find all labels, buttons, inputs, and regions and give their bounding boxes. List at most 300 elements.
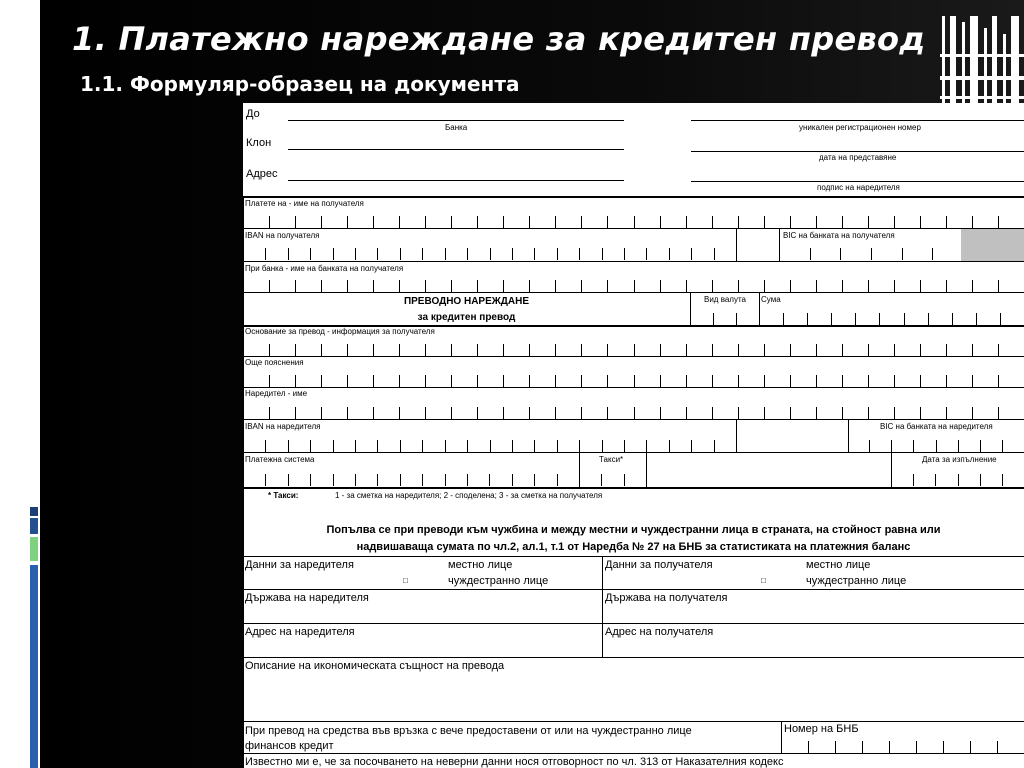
payer-address-label[interactable]: Адрес на наредителя xyxy=(245,626,355,638)
grid-cell-divider xyxy=(764,375,765,387)
grid-cell-divider xyxy=(831,313,832,325)
grid-cell-divider xyxy=(333,440,334,452)
grid-cell-divider xyxy=(946,375,947,387)
payee-iban-label: IBAN на получателя xyxy=(245,231,320,240)
bank-line[interactable] xyxy=(288,120,624,121)
grid-cell-divider xyxy=(952,313,953,325)
order-title-line1: ПРЕВОДНО НАРЕЖДАНЕ xyxy=(403,296,530,307)
grid-cell-divider xyxy=(946,216,947,228)
grid-cell-divider xyxy=(373,280,374,292)
payer-country-label[interactable]: Държава на наредителя xyxy=(245,592,369,604)
grid-cell-divider xyxy=(477,280,478,292)
grid-cell-divider xyxy=(764,344,765,356)
grid-cell-divider xyxy=(871,248,872,260)
grid-cell-divider xyxy=(579,248,580,260)
grid-cell-divider xyxy=(970,741,971,753)
grid-cell-divider xyxy=(972,280,973,292)
grid-cell-divider xyxy=(422,474,423,486)
grid-cell-divider xyxy=(790,375,791,387)
grid-cell-divider xyxy=(624,248,625,260)
grid-cell-divider xyxy=(738,344,739,356)
grid-cell-divider xyxy=(686,280,687,292)
grid-cell-divider xyxy=(581,280,582,292)
grid-cell-divider xyxy=(555,407,556,419)
grid-cell-divider xyxy=(816,407,817,419)
grid-cell-divider xyxy=(295,216,296,228)
address-line[interactable] xyxy=(288,180,624,181)
grid-cell-divider xyxy=(624,440,625,452)
grid-cell-divider xyxy=(1002,440,1003,452)
grid-cell-divider xyxy=(816,375,817,387)
amount-grid[interactable] xyxy=(759,306,1024,325)
grid-cell-divider xyxy=(347,280,348,292)
grid-cell-divider xyxy=(477,375,478,387)
grid-cell-divider xyxy=(972,216,973,228)
row-line xyxy=(243,657,1024,658)
grid-cell-divider xyxy=(889,741,890,753)
grid-cell-divider xyxy=(736,313,737,325)
grid-cell-divider xyxy=(377,440,378,452)
grid-cell-divider xyxy=(868,280,869,292)
grid-cell-divider xyxy=(333,474,334,486)
grid-cell-divider xyxy=(686,344,687,356)
grid-cell-divider xyxy=(842,407,843,419)
grid-cell-divider xyxy=(512,248,513,260)
grid-cell-divider xyxy=(976,313,977,325)
currency-grid[interactable] xyxy=(690,306,759,325)
grid-cell-divider xyxy=(842,216,843,228)
grid-cell-divider xyxy=(738,375,739,387)
grid-cell-divider xyxy=(790,280,791,292)
payer-foreign-person: чуждестранно лице xyxy=(448,575,549,587)
unique-number-line[interactable] xyxy=(691,120,1024,121)
grid-cell-divider xyxy=(646,440,647,452)
payer-iban-grid[interactable] xyxy=(243,433,736,452)
grid-cell-divider xyxy=(355,440,356,452)
grid-cell-divider xyxy=(579,440,580,452)
grid-cell-divider xyxy=(660,216,661,228)
grid-cell-divider xyxy=(842,280,843,292)
grid-cell-divider xyxy=(425,344,426,356)
grid-cell-divider xyxy=(534,248,535,260)
grid-cell-divider xyxy=(928,313,929,325)
grid-cell-divider xyxy=(997,741,998,753)
grid-cell-divider xyxy=(980,440,981,452)
grid-cell-divider xyxy=(269,216,270,228)
grid-cell-divider xyxy=(902,248,903,260)
more-info-label: Още пояснения xyxy=(245,358,304,367)
grid-cell-divider xyxy=(972,407,973,419)
grid-cell-divider xyxy=(936,440,937,452)
grid-cell-divider xyxy=(477,344,478,356)
grid-cell-divider xyxy=(998,344,999,356)
grid-cell-divider xyxy=(529,280,530,292)
submission-date-line[interactable] xyxy=(691,151,1024,152)
grid-cell-divider xyxy=(265,248,266,260)
grid-cell-divider xyxy=(512,474,513,486)
grid-cell-divider xyxy=(490,440,491,452)
grid-cell-divider xyxy=(503,375,504,387)
grid-cell-divider xyxy=(1000,313,1001,325)
grid-cell-divider xyxy=(943,741,944,753)
grid-cell-divider xyxy=(321,375,322,387)
grid-cell-divider xyxy=(555,216,556,228)
grid-cell-divider xyxy=(321,280,322,292)
grid-cell-divider xyxy=(451,375,452,387)
payee-name-label: Платете на - име на получателя xyxy=(245,199,364,208)
grid-cell-divider xyxy=(295,407,296,419)
grid-cell-divider xyxy=(269,375,270,387)
grid-cell-divider xyxy=(581,375,582,387)
grid-cell-divider xyxy=(422,440,423,452)
grid-cell-divider xyxy=(602,440,603,452)
grid-cell-divider xyxy=(946,280,947,292)
grid-cell-divider xyxy=(624,474,625,486)
fees-note-label: * Такси: xyxy=(268,491,299,500)
grid-cell-divider xyxy=(373,375,374,387)
grid-cell-divider xyxy=(310,248,311,260)
grid-cell-divider xyxy=(738,280,739,292)
grid-cell-divider xyxy=(529,407,530,419)
grid-cell-divider xyxy=(920,407,921,419)
row-line xyxy=(243,487,1024,489)
grid-cell-divider xyxy=(816,216,817,228)
payee-bank-label: При банка - име на банката на получателя xyxy=(245,264,404,273)
form-left-border xyxy=(243,196,244,768)
payee-address-label[interactable]: Адрес на получателя xyxy=(605,626,714,638)
grid-cell-divider xyxy=(581,216,582,228)
grid-cell-divider xyxy=(310,474,311,486)
grid-cell-divider xyxy=(557,248,558,260)
grid-cell-divider xyxy=(790,344,791,356)
more-info-grid[interactable] xyxy=(243,368,1024,387)
payer-foreign-checkbox[interactable]: □ xyxy=(403,576,408,585)
grid-cell-divider xyxy=(347,216,348,228)
grid-cell-divider xyxy=(1002,474,1003,486)
grid-cell-divider xyxy=(295,344,296,356)
grid-cell-divider xyxy=(894,344,895,356)
grid-cell-divider xyxy=(738,216,739,228)
grid-cell-divider xyxy=(557,440,558,452)
grid-cell-divider xyxy=(373,216,374,228)
grid-cell-divider xyxy=(400,248,401,260)
grid-cell-divider xyxy=(660,375,661,387)
grid-cell-divider xyxy=(347,407,348,419)
grid-cell-divider xyxy=(534,440,535,452)
payee-iban-check-box[interactable] xyxy=(736,229,780,262)
grid-cell-divider xyxy=(958,474,959,486)
grid-cell-divider xyxy=(764,216,765,228)
grid-cell-divider xyxy=(691,248,692,260)
grid-cell-divider xyxy=(607,407,608,419)
grid-cell-divider xyxy=(904,313,905,325)
branch-label: Клон xyxy=(246,137,272,149)
row-line xyxy=(243,387,1024,388)
bnb-number-label: Номер на БНБ xyxy=(784,723,859,735)
row-line xyxy=(243,452,1024,453)
grid-cell-divider xyxy=(935,474,936,486)
grid-cell-divider xyxy=(529,216,530,228)
grid-cell-divider xyxy=(355,248,356,260)
grid-cell-divider xyxy=(377,248,378,260)
grid-cell-divider xyxy=(808,741,809,753)
grid-cell-divider xyxy=(399,216,400,228)
row-line xyxy=(243,556,1024,557)
grid-cell-divider xyxy=(555,280,556,292)
grid-cell-divider xyxy=(998,280,999,292)
grid-cell-divider xyxy=(634,407,635,419)
payer-bic-label: BIC на банката на наредителя xyxy=(880,422,993,431)
currency-label: Вид валута xyxy=(704,295,746,304)
grid-cell-divider xyxy=(790,216,791,228)
grid-cell-divider xyxy=(634,375,635,387)
address-label: Адрес xyxy=(246,168,278,180)
grid-cell-divider xyxy=(490,248,491,260)
grid-cell-divider xyxy=(920,375,921,387)
grid-cell-divider xyxy=(634,216,635,228)
grid-cell-divider xyxy=(399,344,400,356)
grid-cell-divider xyxy=(355,474,356,486)
grid-cell-divider xyxy=(712,216,713,228)
grid-cell-divider xyxy=(451,407,452,419)
grid-cell-divider xyxy=(607,375,608,387)
exec-date-grid[interactable] xyxy=(891,467,1024,486)
grid-cell-divider xyxy=(816,344,817,356)
payment-system-label: Платежна система xyxy=(245,455,315,464)
grid-cell-divider xyxy=(557,474,558,486)
signature-line[interactable] xyxy=(691,181,1024,182)
payee-country-label[interactable]: Държава на получателя xyxy=(605,592,728,604)
grid-cell-divider xyxy=(958,440,959,452)
grid-cell-divider xyxy=(445,248,446,260)
grid-cell-divider xyxy=(713,313,714,325)
grid-cell-divider xyxy=(669,248,670,260)
grid-cell-divider xyxy=(445,474,446,486)
payee-foreign-checkbox[interactable]: □ xyxy=(761,576,766,585)
grid-cell-divider xyxy=(451,280,452,292)
grid-cell-divider xyxy=(686,375,687,387)
grid-cell-divider xyxy=(451,216,452,228)
grid-cell-divider xyxy=(920,344,921,356)
grid-cell-divider xyxy=(321,216,322,228)
grid-cell-divider xyxy=(920,216,921,228)
grid-cell-divider xyxy=(783,313,784,325)
grid-cell-divider xyxy=(998,407,999,419)
bank-caption: Банка xyxy=(445,123,468,132)
row-line xyxy=(243,228,1024,229)
payment-order-form xyxy=(243,103,1024,768)
grid-cell-divider xyxy=(607,216,608,228)
credit-label-line1: При превод на средства във връзка с вече предоставени от или на чуждестранно лице xyxy=(245,725,692,737)
fees-label: Такси* xyxy=(599,455,624,464)
liability-text: Известно ми е, че за посочването на неверни данни нося отговорност по чл. 313 от Наказателния кодекс xyxy=(245,756,784,768)
grid-cell-divider xyxy=(288,248,289,260)
unique-number-caption: уникален регистрационен номер xyxy=(799,123,921,132)
grid-cell-divider xyxy=(946,407,947,419)
grid-cell-divider xyxy=(373,344,374,356)
grid-cell-divider xyxy=(467,440,468,452)
grid-cell-divider xyxy=(477,407,478,419)
to-label: До xyxy=(246,108,260,120)
payer-local-person: местно лице xyxy=(448,559,513,571)
grid-cell-divider xyxy=(946,344,947,356)
row-line xyxy=(243,261,1024,262)
grid-cell-divider xyxy=(400,440,401,452)
grid-cell-divider xyxy=(807,313,808,325)
grid-cell-divider xyxy=(855,313,856,325)
payee-name-grid[interactable] xyxy=(243,209,1024,228)
reason-label: Основание за превод - информация за получателя xyxy=(245,327,435,336)
payee-data-label: Данни за получателя xyxy=(605,559,713,571)
grid-cell-divider xyxy=(660,344,661,356)
grid-cell-divider xyxy=(932,248,933,260)
grid-cell-divider xyxy=(790,407,791,419)
grid-cell-divider xyxy=(868,407,869,419)
description-label[interactable]: Описание на икономическата същност на превода xyxy=(245,660,505,672)
grid-cell-divider xyxy=(868,375,869,387)
payee-local-person: местно лице xyxy=(806,559,871,571)
grid-cell-divider xyxy=(399,375,400,387)
grid-cell-divider xyxy=(712,344,713,356)
grid-cell-divider xyxy=(646,248,647,260)
row-line xyxy=(243,623,1024,624)
grid-cell-divider xyxy=(269,280,270,292)
payer-data-label: Данни за наредителя xyxy=(245,559,354,571)
grid-cell-divider xyxy=(422,248,423,260)
grid-cell-divider xyxy=(503,344,504,356)
grid-cell-divider xyxy=(295,280,296,292)
grid-cell-divider xyxy=(269,407,270,419)
grid-cell-divider xyxy=(555,375,556,387)
bnb-number-grid[interactable] xyxy=(781,735,1024,753)
grid-cell-divider xyxy=(321,407,322,419)
reason-grid[interactable] xyxy=(243,337,1024,356)
grid-cell-divider xyxy=(269,344,270,356)
grid-cell-divider xyxy=(321,344,322,356)
exec-date-label: Дата за изпълнение xyxy=(922,455,997,464)
grid-cell-divider xyxy=(529,375,530,387)
grid-cell-divider xyxy=(840,248,841,260)
grid-cell-divider xyxy=(686,407,687,419)
grid-cell-divider xyxy=(862,741,863,753)
grid-cell-divider xyxy=(764,407,765,419)
grid-cell-divider xyxy=(712,407,713,419)
payer-bic-grid[interactable] xyxy=(847,433,1024,452)
grid-cell-divider xyxy=(607,344,608,356)
grid-cell-divider xyxy=(265,440,266,452)
payer-iban-check-box[interactable] xyxy=(736,419,849,453)
grid-cell-divider xyxy=(477,216,478,228)
grid-cell-divider xyxy=(998,216,999,228)
grid-cell-divider xyxy=(425,375,426,387)
grid-cell-divider xyxy=(425,280,426,292)
payee-iban-grid[interactable] xyxy=(243,241,736,260)
grid-cell-divider xyxy=(445,440,446,452)
grid-cell-divider xyxy=(581,407,582,419)
grid-cell-divider xyxy=(534,474,535,486)
grid-cell-divider xyxy=(972,344,973,356)
payee-bic-shaded-cells xyxy=(961,229,1024,261)
grid-cell-divider xyxy=(660,280,661,292)
row-line xyxy=(243,356,1024,357)
foreign-note-line2: надвишаваща сумата по чл.2, ал.1, т.1 от Наредба № 27 на БНБ за статистиката на платежния баланс xyxy=(356,541,911,553)
payee-bic-label: BIC на банката на получателя xyxy=(783,231,895,240)
grid-cell-divider xyxy=(503,216,504,228)
payment-system-grid[interactable] xyxy=(243,467,579,486)
grid-cell-divider xyxy=(503,407,504,419)
accent-block-navy xyxy=(30,518,38,534)
grid-cell-divider xyxy=(869,440,870,452)
payee-foreign-person: чуждестранно лице xyxy=(806,575,907,587)
row-line xyxy=(243,292,1024,293)
grid-cell-divider xyxy=(555,344,556,356)
accent-block-blue xyxy=(30,565,38,768)
grid-cell-divider xyxy=(894,280,895,292)
grid-cell-divider xyxy=(467,248,468,260)
grid-cell-divider xyxy=(712,280,713,292)
fees-note-text: 1 - за сметка на наредителя; 2 - споделена; 3 - за сметка на получателя xyxy=(335,491,603,500)
grid-cell-divider xyxy=(607,280,608,292)
grid-cell-divider xyxy=(310,440,311,452)
payer-name-label: Наредител - име xyxy=(245,389,308,398)
grid-cell-divider xyxy=(998,375,999,387)
grid-cell-divider xyxy=(714,248,715,260)
grid-cell-divider xyxy=(920,280,921,292)
grid-cell-divider xyxy=(712,375,713,387)
grid-cell-divider xyxy=(425,407,426,419)
grid-cell-divider xyxy=(691,440,692,452)
fees-grid[interactable] xyxy=(579,467,646,486)
grid-cell-divider xyxy=(529,344,530,356)
grid-cell-divider xyxy=(714,440,715,452)
grid-cell-divider xyxy=(660,407,661,419)
grid-cell-divider xyxy=(669,440,670,452)
grid-cell-divider xyxy=(288,440,289,452)
grid-cell-divider xyxy=(879,313,880,325)
grid-cell-divider xyxy=(288,474,289,486)
grid-cell-divider xyxy=(972,375,973,387)
grid-cell-divider xyxy=(400,474,401,486)
grid-cell-divider xyxy=(373,407,374,419)
accent-block-green xyxy=(30,537,38,561)
grid-cell-divider xyxy=(868,216,869,228)
grid-cell-divider xyxy=(916,741,917,753)
grid-cell-divider xyxy=(891,440,892,452)
payer-name-grid[interactable] xyxy=(243,400,1024,419)
grid-cell-divider xyxy=(333,248,334,260)
row-line xyxy=(243,419,1024,420)
grid-cell-divider xyxy=(868,344,869,356)
header-divider xyxy=(243,196,1024,198)
payee-bank-grid[interactable] xyxy=(243,273,1024,292)
grid-cell-divider xyxy=(451,344,452,356)
branch-line[interactable] xyxy=(288,149,624,150)
grid-cell-divider xyxy=(295,375,296,387)
accent-block-dark xyxy=(30,507,38,516)
row-line xyxy=(646,452,647,487)
grid-cell-divider xyxy=(347,344,348,356)
grid-cell-divider xyxy=(810,248,811,260)
slide-subtitle: 1.1. Формуляр-образец на документа xyxy=(80,72,520,96)
grid-cell-divider xyxy=(503,280,504,292)
grid-cell-divider xyxy=(842,375,843,387)
grid-cell-divider xyxy=(512,440,513,452)
grid-cell-divider xyxy=(835,741,836,753)
grid-cell-divider xyxy=(265,474,266,486)
grid-cell-divider xyxy=(425,216,426,228)
grid-cell-divider xyxy=(816,280,817,292)
grid-cell-divider xyxy=(913,474,914,486)
